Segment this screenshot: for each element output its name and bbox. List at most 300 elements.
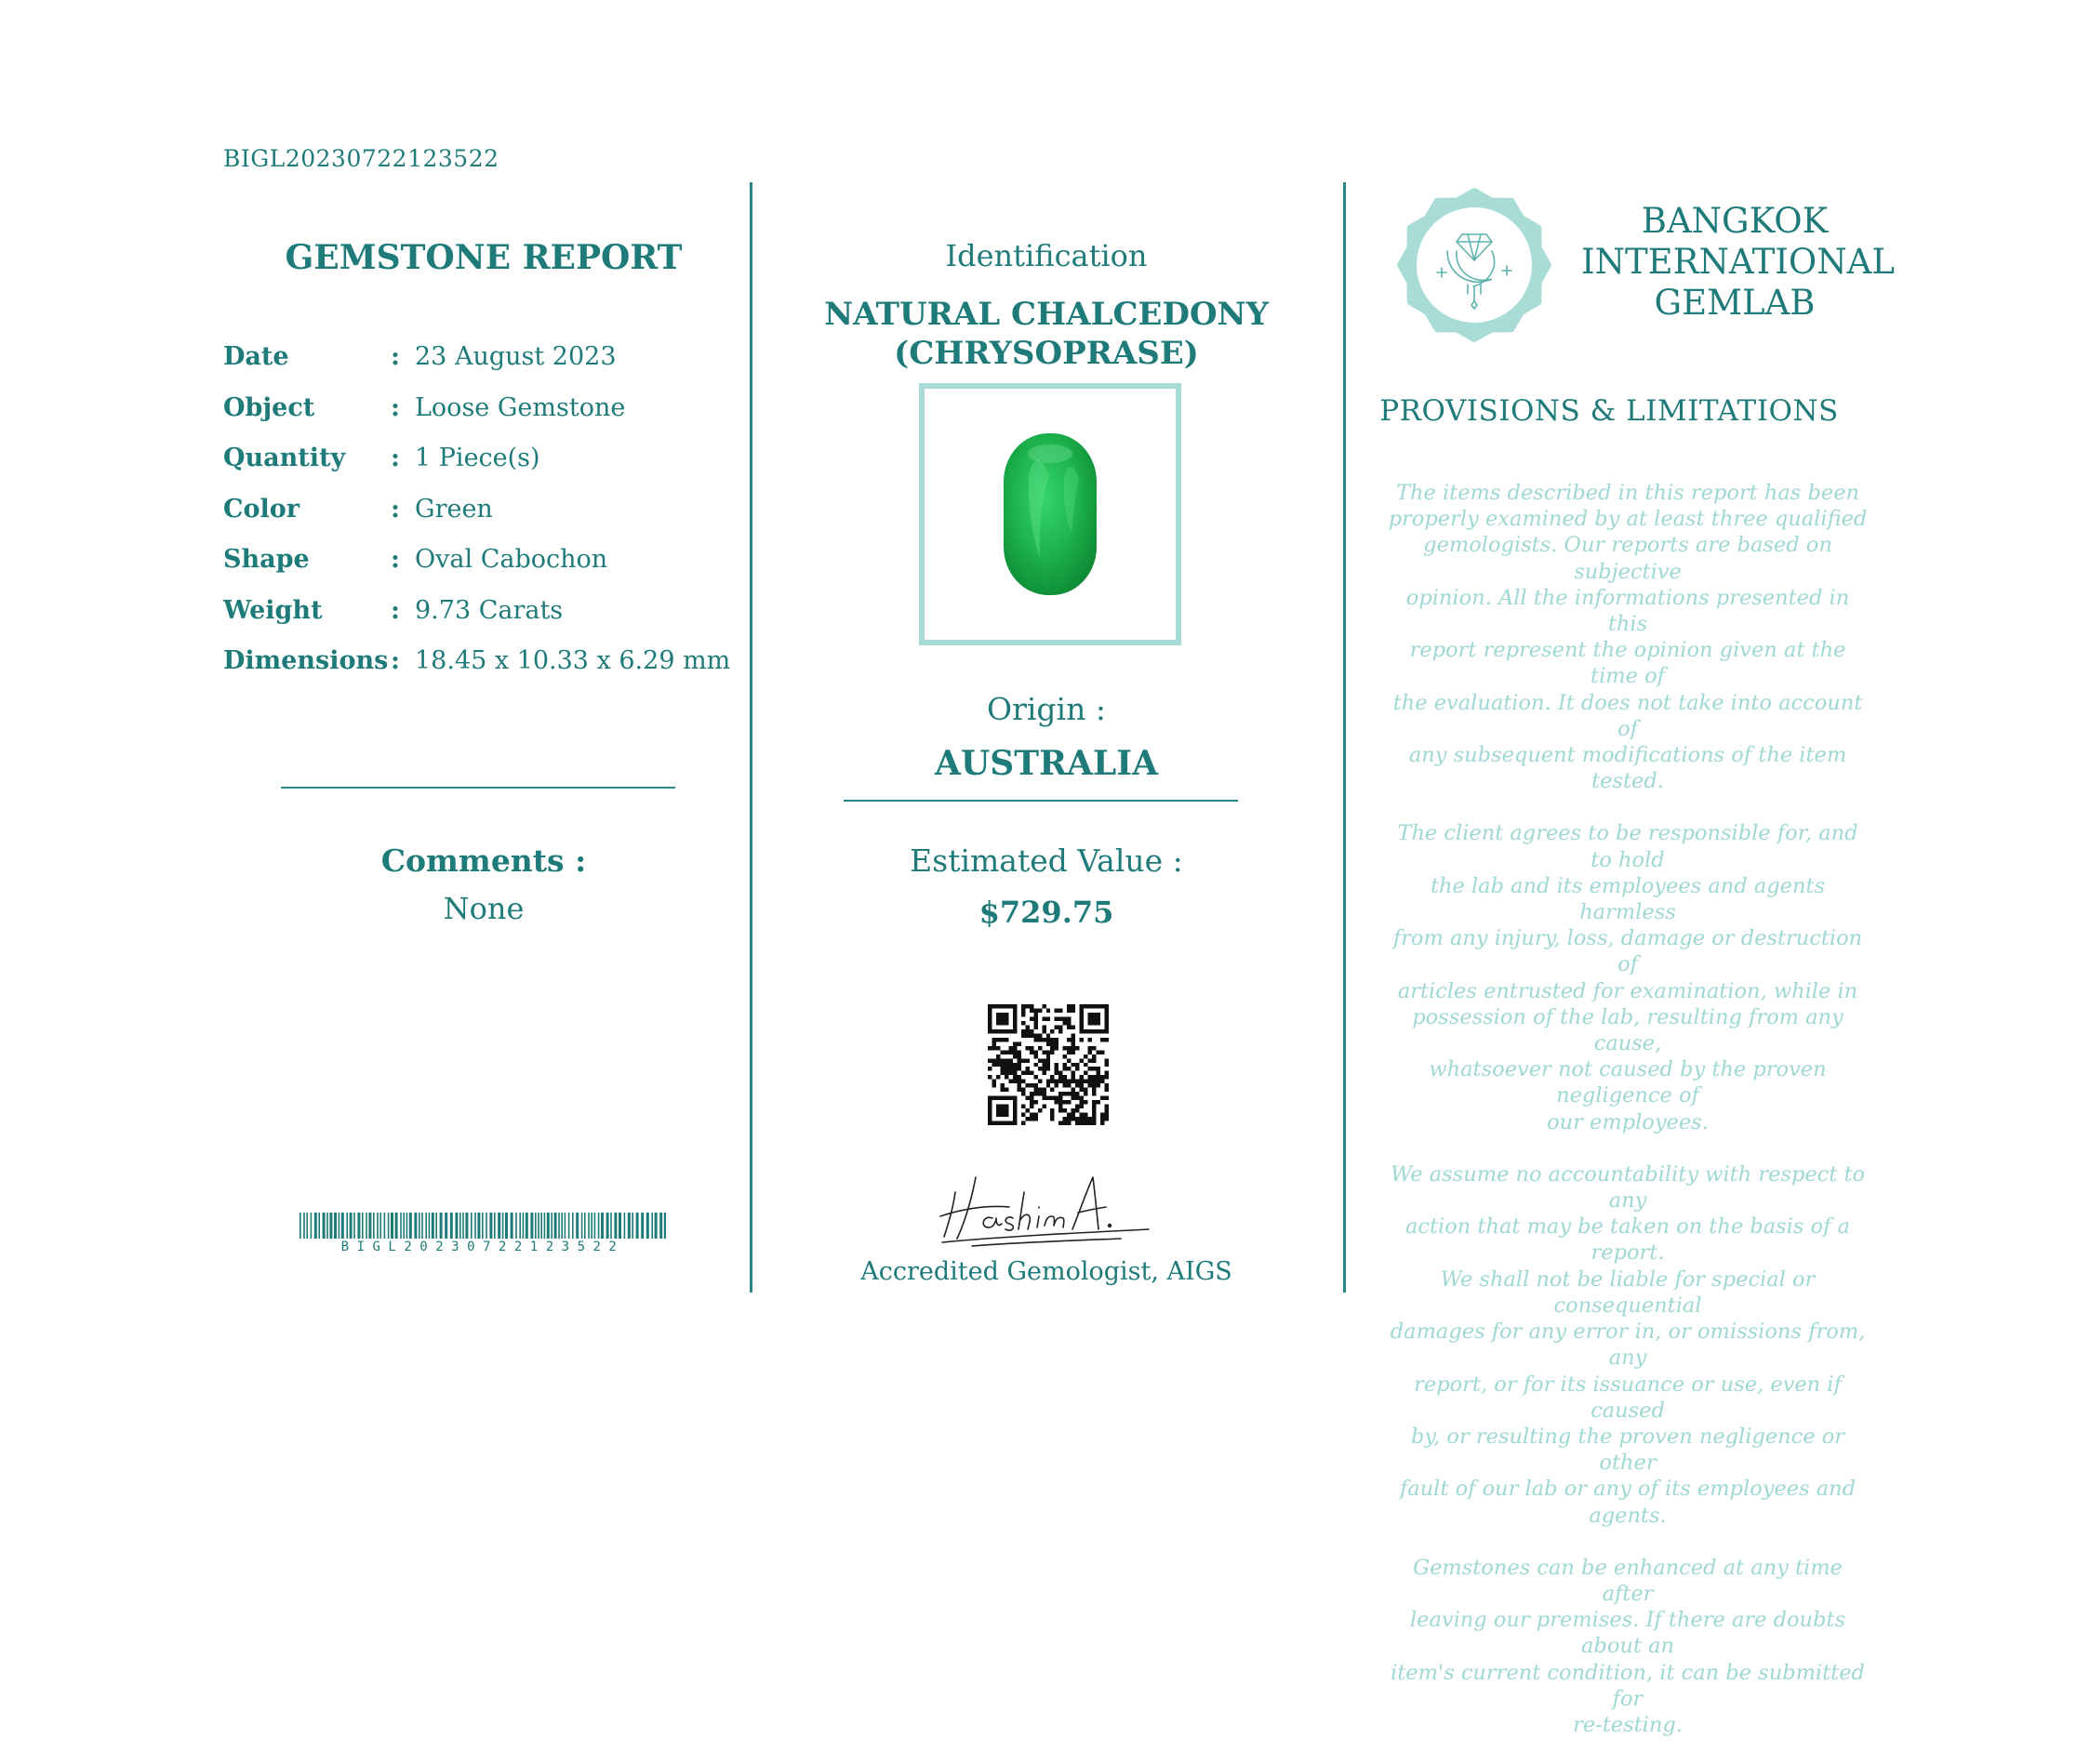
qr-module — [1030, 1071, 1033, 1075]
qr-module — [1013, 1041, 1017, 1045]
qr-module — [1013, 1046, 1017, 1050]
qr-module — [1084, 1029, 1087, 1033]
column-divider-right — [1343, 182, 1346, 1293]
qr-module — [1092, 1080, 1096, 1083]
qr-module — [1013, 1016, 1017, 1020]
qr-module — [1072, 1041, 1075, 1045]
qr-module — [1063, 1046, 1067, 1050]
qr-module — [1067, 1008, 1071, 1012]
qr-module — [1055, 1016, 1058, 1020]
qr-module — [1005, 1105, 1008, 1108]
provision-line: damages for any error in, or omissions from, any — [1390, 1320, 1866, 1371]
qr-module — [996, 1075, 1000, 1079]
barcode-bar — [419, 1213, 420, 1239]
barcode-text: BIGL20230722123522 — [340, 1240, 625, 1254]
left-divider — [281, 787, 675, 789]
barcode-bar — [515, 1213, 517, 1239]
qr-module — [1030, 1117, 1033, 1121]
qr-module — [1000, 1013, 1004, 1016]
qr-module — [1100, 1096, 1104, 1100]
detail-row-dimensions — [223, 646, 744, 697]
qr-module — [1097, 1100, 1100, 1104]
detail-row-object — [223, 393, 744, 444]
qr-module — [1075, 1117, 1079, 1121]
qr-module — [1100, 1080, 1104, 1083]
qr-module — [1021, 1071, 1025, 1075]
qr-module — [1058, 1105, 1062, 1108]
qr-module — [1100, 1050, 1104, 1054]
qr-module — [1072, 1108, 1075, 1112]
qr-module — [1046, 1054, 1050, 1058]
barcode-bar — [519, 1213, 521, 1239]
qr-module — [1005, 1108, 1008, 1112]
qr-module — [1072, 1088, 1075, 1092]
qr-module — [1046, 1096, 1050, 1100]
qr-module — [1055, 1041, 1058, 1045]
qr-module — [1013, 1096, 1017, 1100]
qr-module — [1105, 1016, 1109, 1020]
barcode-bar — [384, 1213, 386, 1239]
qr-module — [1084, 1004, 1087, 1008]
qr-module — [1025, 1029, 1029, 1033]
qr-module — [1088, 1117, 1092, 1121]
qr-module — [1046, 1016, 1050, 1020]
barcode-bar — [362, 1213, 364, 1239]
barcode-bar — [474, 1213, 476, 1239]
qr-module — [1067, 1117, 1071, 1121]
qr-module — [996, 1038, 1000, 1041]
qr-module — [1055, 1063, 1058, 1067]
qr-module — [1017, 1054, 1020, 1058]
barcode-bar — [357, 1213, 360, 1239]
qr-module — [1097, 1083, 1100, 1087]
qr-module — [992, 1046, 995, 1050]
qr-module — [1042, 1038, 1045, 1041]
qr-module — [1000, 1105, 1004, 1108]
qr-module — [992, 1004, 995, 1008]
barcode-bar — [614, 1213, 617, 1239]
detail-colon: : — [391, 545, 400, 574]
barcode-bar — [440, 1213, 443, 1239]
qr-module — [1097, 1050, 1100, 1054]
qr-module — [1000, 1067, 1004, 1070]
provision-line: possession of the lab, resulting from any cause, — [1412, 1004, 1844, 1056]
barcode-bar — [366, 1213, 367, 1239]
qr-module — [1097, 1016, 1100, 1020]
qr-module — [1033, 1100, 1037, 1104]
qr-module — [1017, 1067, 1020, 1070]
qr-module — [1075, 1092, 1079, 1095]
qr-module — [1067, 1121, 1071, 1125]
qr-module — [1000, 1038, 1004, 1041]
detail-value: Green — [415, 494, 493, 524]
qr-module — [992, 1058, 995, 1062]
barcode-bar — [445, 1213, 447, 1239]
qr-module — [1000, 1071, 1004, 1075]
qr-module — [1097, 1029, 1100, 1033]
gem-name-line1: NATURAL CHALCEDONY — [824, 296, 1269, 333]
barcode-bar — [511, 1213, 513, 1239]
qr-module — [1025, 1083, 1029, 1087]
qr-module — [1088, 1121, 1092, 1125]
qr-module — [996, 1096, 1000, 1100]
qr-module — [1063, 1108, 1067, 1112]
qr-module — [1050, 1113, 1054, 1117]
qr-code — [988, 1004, 1109, 1125]
qr-module — [1092, 1075, 1096, 1079]
qr-module — [1050, 1108, 1054, 1112]
qr-module — [1058, 1008, 1062, 1012]
qr-module — [996, 1021, 1000, 1025]
qr-module — [1105, 1008, 1109, 1012]
provision-line: our employees. — [1547, 1109, 1709, 1134]
qr-module — [1084, 1063, 1087, 1067]
qr-module — [1038, 1080, 1042, 1083]
qr-module — [1046, 1080, 1050, 1083]
identification-label: Identification — [945, 238, 1148, 273]
qr-module — [1042, 1029, 1045, 1033]
qr-module — [1021, 1013, 1025, 1016]
qr-module — [1063, 1054, 1067, 1058]
qr-module — [1100, 1075, 1104, 1079]
qr-module — [1038, 1108, 1042, 1112]
barcode-bar — [391, 1213, 393, 1239]
qr-module — [1084, 1054, 1087, 1058]
qr-module — [1072, 1025, 1075, 1028]
qr-module — [1000, 1058, 1004, 1062]
qr-module — [1058, 1096, 1062, 1100]
qr-module — [996, 1063, 1000, 1067]
qr-module — [1033, 1083, 1037, 1087]
provision-line: Gemstones can be enhanced at any time after — [1413, 1555, 1843, 1606]
barcode-bar — [314, 1213, 317, 1239]
qr-module — [1063, 1080, 1067, 1083]
qr-module — [1017, 1063, 1020, 1067]
qr-module — [1013, 1075, 1017, 1079]
provision-line: opinion. All the informations presented in this — [1405, 585, 1850, 637]
qr-module — [1005, 1075, 1008, 1079]
gemstone-photo — [919, 383, 1181, 645]
barcode-bar — [403, 1213, 405, 1239]
qr-module — [1000, 1096, 1004, 1100]
qr-module — [1050, 1117, 1054, 1121]
barcode-bar — [523, 1213, 525, 1239]
qr-module — [1025, 1025, 1029, 1028]
barcode-bar — [628, 1213, 631, 1239]
qr-module — [1000, 1004, 1004, 1008]
barcode-bar — [395, 1213, 398, 1239]
estimated-value: $729.75 — [978, 895, 1114, 930]
barcode-bar — [455, 1213, 458, 1239]
qr-module — [1075, 1105, 1079, 1108]
qr-module — [988, 1008, 992, 1012]
qr-module — [1092, 1016, 1096, 1020]
barcode-bar — [318, 1213, 320, 1239]
qr-module — [1013, 1121, 1017, 1125]
qr-module — [1046, 1050, 1050, 1054]
qr-module — [1055, 1080, 1058, 1083]
qr-module — [1046, 1008, 1050, 1012]
barcode-bar — [606, 1213, 609, 1239]
qr-module — [1013, 1105, 1017, 1108]
qr-module — [1080, 1105, 1084, 1108]
qr-module — [1080, 1016, 1084, 1020]
qr-module — [1080, 1088, 1084, 1092]
qr-module — [1105, 1058, 1109, 1062]
barcode-bar — [651, 1213, 653, 1239]
barcode-bar — [547, 1213, 550, 1239]
barcode-bar — [535, 1213, 537, 1239]
qr-module — [1005, 1004, 1008, 1008]
barcode-bar — [353, 1213, 355, 1239]
qr-module — [1097, 1067, 1100, 1070]
qr-module — [1046, 1038, 1050, 1041]
qr-module — [1072, 1071, 1075, 1075]
qr-module — [1050, 1075, 1054, 1079]
qr-module — [1105, 1088, 1109, 1092]
qr-module — [1030, 1113, 1033, 1117]
detail-colon: : — [391, 444, 400, 472]
barcode-bar — [432, 1213, 434, 1239]
provision-line: report, or for its issuance or use, even if caused — [1414, 1372, 1842, 1423]
detail-colon: : — [391, 392, 400, 422]
qr-module — [1055, 1067, 1058, 1070]
qr-module — [988, 1016, 992, 1020]
qr-module — [1038, 1046, 1042, 1050]
qr-module — [1067, 1025, 1071, 1028]
detail-value: 9.73 Carats — [415, 595, 564, 625]
barcode-bar — [406, 1213, 408, 1239]
qr-module — [1042, 1088, 1045, 1092]
barcode-bar — [498, 1213, 500, 1239]
qr-module — [1080, 1058, 1084, 1062]
qr-module — [1000, 1108, 1004, 1112]
qr-module — [1092, 1054, 1096, 1058]
qr-module — [1038, 1092, 1042, 1095]
qr-module — [1088, 1013, 1092, 1016]
qr-module — [996, 1054, 1000, 1058]
qr-module — [1030, 1105, 1033, 1108]
qr-module — [1017, 1041, 1020, 1045]
qr-module — [1013, 1013, 1017, 1016]
barcode-bar — [619, 1213, 621, 1239]
detail-row-shape — [223, 545, 744, 596]
barcode-bar — [323, 1213, 326, 1239]
provision-line: re-testing. — [1573, 1712, 1683, 1737]
qr-module — [1013, 1050, 1017, 1054]
detail-value: 23 August 2023 — [415, 342, 617, 371]
qr-module — [1080, 1021, 1084, 1025]
qr-module — [1030, 1016, 1033, 1020]
qr-module — [1033, 1088, 1037, 1092]
qr-module — [1013, 1108, 1017, 1112]
report-title: GEMSTONE REPORT — [285, 238, 683, 277]
qr-module — [1088, 1029, 1092, 1033]
qr-module — [1055, 1008, 1058, 1012]
qr-module — [1080, 1083, 1084, 1087]
provision-line: the lab and its employees and agents harmless — [1430, 873, 1826, 925]
qr-module — [1013, 1025, 1017, 1028]
barcode-bar — [300, 1213, 301, 1239]
detail-label: Shape — [223, 545, 310, 574]
qr-module — [1030, 1050, 1033, 1054]
gemstone-image — [925, 389, 1176, 640]
qr-module — [1033, 1021, 1037, 1025]
qr-module — [1080, 1013, 1084, 1016]
qr-module — [1000, 1088, 1004, 1092]
qr-module — [1033, 1054, 1037, 1058]
qr-module — [1030, 1083, 1033, 1087]
provision-line: by, or resulting the proven negligence or other — [1410, 1424, 1845, 1476]
qr-module — [1017, 1075, 1020, 1079]
qr-module — [988, 1105, 992, 1108]
qr-module — [1013, 1029, 1017, 1033]
qr-module — [1072, 1092, 1075, 1095]
qr-module — [1058, 1029, 1062, 1033]
qr-module — [1058, 1100, 1062, 1104]
barcode-bar — [306, 1213, 308, 1239]
qr-module — [988, 1029, 992, 1033]
barcode-bar — [558, 1213, 560, 1239]
qr-module — [996, 1121, 1000, 1125]
qr-module — [996, 1016, 1000, 1020]
qr-module — [1008, 1058, 1012, 1062]
barcode-bar — [477, 1213, 480, 1239]
qr-module — [1105, 1071, 1109, 1075]
barcode-bar — [379, 1213, 381, 1239]
barcode-bar — [636, 1213, 639, 1239]
qr-module — [992, 1063, 995, 1067]
qr-module — [1067, 1080, 1071, 1083]
barcode-bar — [339, 1213, 340, 1239]
detail-colon: : — [391, 595, 400, 625]
barcode-bar — [530, 1213, 533, 1239]
qr-module — [1033, 1016, 1037, 1020]
qr-module — [1080, 1117, 1084, 1121]
qr-module — [1038, 1058, 1042, 1062]
gem-name-line2: (CHRYSOPRASE) — [894, 335, 1199, 372]
qr-module — [1088, 1075, 1092, 1079]
qr-module — [1000, 1029, 1004, 1033]
qr-module — [988, 1096, 992, 1100]
qr-module — [1008, 1121, 1012, 1125]
qr-module — [1084, 1117, 1087, 1121]
qr-module — [1088, 1083, 1092, 1087]
qr-module — [996, 1108, 1000, 1112]
detail-label: Date — [223, 342, 289, 371]
qr-module — [1008, 1029, 1012, 1033]
qr-module — [1021, 1029, 1025, 1033]
qr-module — [1072, 1033, 1075, 1037]
qr-module — [1058, 1108, 1062, 1112]
qr-module — [1033, 1117, 1037, 1121]
qr-module — [1013, 1113, 1017, 1117]
qr-module — [1092, 1105, 1096, 1108]
qr-module — [1013, 1021, 1017, 1025]
details-list — [223, 342, 744, 697]
qr-module — [1042, 1071, 1045, 1075]
qr-module — [1067, 1038, 1071, 1041]
qr-module — [996, 1029, 1000, 1033]
qr-module — [1050, 1088, 1054, 1092]
qr-module — [1017, 1080, 1020, 1083]
qr-module — [996, 1113, 1000, 1117]
lab-seal-logo — [1395, 186, 1553, 344]
barcode-bar — [429, 1213, 431, 1239]
qr-module — [1030, 1004, 1033, 1008]
qr-module — [1097, 1004, 1100, 1008]
barcode-bar — [551, 1213, 552, 1239]
qr-module — [1092, 1058, 1096, 1062]
barcode-bar — [368, 1213, 371, 1239]
barcode-bar — [326, 1213, 328, 1239]
qr-module — [1100, 1038, 1104, 1041]
qr-module — [1046, 1058, 1050, 1062]
barcode-bar — [311, 1213, 313, 1239]
qr-module — [1030, 1100, 1033, 1104]
barcode-bar — [462, 1213, 464, 1239]
qr-module — [1005, 1013, 1008, 1016]
barcode-bar — [526, 1213, 528, 1239]
qr-module — [1017, 1088, 1020, 1092]
qr-module — [1084, 1088, 1087, 1092]
barcode-bar — [584, 1213, 586, 1239]
qr-module — [1042, 1096, 1045, 1100]
qr-module — [1080, 1080, 1084, 1083]
qr-module — [1042, 1050, 1045, 1054]
qr-module — [1008, 1080, 1012, 1083]
qr-module — [1021, 1092, 1025, 1095]
report-id: BIGL20230722123522 — [223, 145, 499, 172]
qr-module — [1042, 1025, 1045, 1028]
qr-module — [1042, 1058, 1045, 1062]
qr-module — [1017, 1058, 1020, 1062]
qr-module — [1072, 1096, 1075, 1100]
qr-module — [1063, 1067, 1067, 1070]
qr-module — [1067, 1004, 1071, 1008]
barcode-bar — [346, 1213, 348, 1239]
qr-module — [1092, 1083, 1096, 1087]
qr-module — [1021, 1105, 1025, 1108]
qr-module — [1046, 1033, 1050, 1037]
qr-module — [1075, 1108, 1079, 1112]
provision-line: fault of our lab or any of its employees and — [1399, 1477, 1857, 1502]
barcode-bar — [400, 1213, 402, 1239]
qr-module — [1025, 1004, 1029, 1008]
detail-value: Oval Cabochon — [415, 545, 608, 574]
provision-paragraph — [1386, 1161, 1870, 1529]
qr-module — [1075, 1063, 1079, 1067]
qr-module — [1013, 1004, 1017, 1008]
provision-line: We assume no accountability with respect to any — [1390, 1161, 1866, 1214]
barcode-bar — [334, 1213, 337, 1239]
qr-module — [1092, 1013, 1096, 1016]
barcode-bar — [588, 1213, 590, 1239]
qr-module — [1005, 1071, 1008, 1075]
qr-module — [1038, 1067, 1042, 1070]
barcode-bar — [435, 1213, 437, 1239]
qr-module — [1005, 1016, 1008, 1020]
barcode-bar — [554, 1213, 557, 1239]
qr-module — [1046, 1067, 1050, 1070]
qr-module — [1025, 1071, 1029, 1075]
qr-module — [1000, 1121, 1004, 1125]
qr-module — [1075, 1046, 1079, 1050]
barcode-bar — [641, 1213, 644, 1239]
qr-module — [1075, 1067, 1079, 1070]
qr-module — [1033, 1063, 1037, 1067]
provision-line: action that may be taken on the basis of a report. — [1404, 1214, 1850, 1266]
